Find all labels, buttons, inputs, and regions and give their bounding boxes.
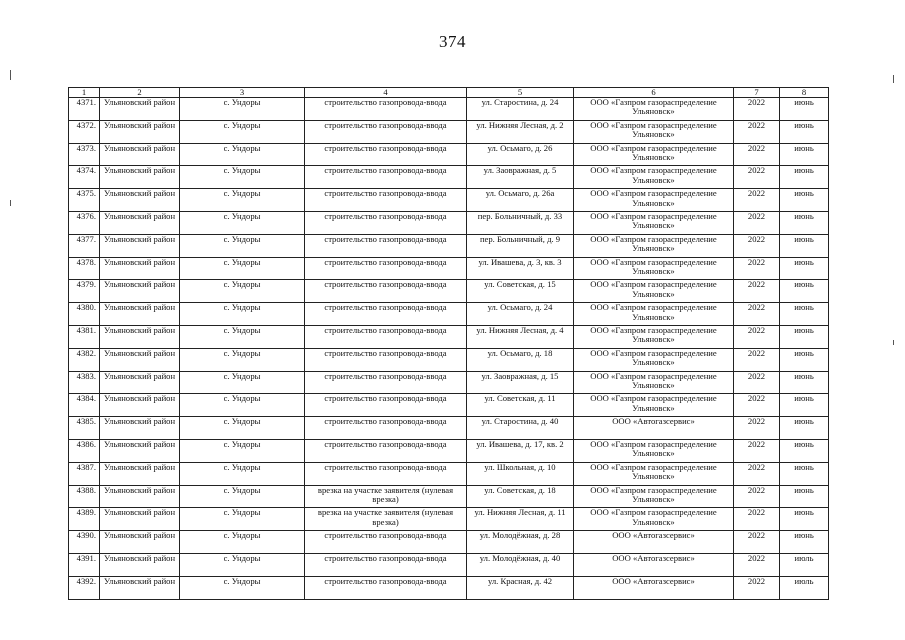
address-cell: пер. Больничный, д. 33 <box>467 211 574 234</box>
header-row <box>69 88 829 98</box>
address-cell: ул. Заовражная, д. 5 <box>467 166 574 189</box>
settlement-cell: с. Ундоры <box>180 257 305 280</box>
year-cell: 2022 <box>734 234 780 257</box>
work-type-cell: строительство газопровода-ввода <box>305 439 467 462</box>
month-cell: июнь <box>780 143 829 166</box>
scan-mark <box>10 200 11 206</box>
month-cell: июнь <box>780 462 829 485</box>
column-header-8: 8 <box>780 88 829 98</box>
table-body <box>69 98 829 600</box>
organization-cell: ООО «Газпром газораспределение Ульяновск» <box>574 439 734 462</box>
month-cell: июнь <box>780 394 829 417</box>
column-header-7: 7 <box>734 88 780 98</box>
table-row <box>69 348 829 371</box>
page-number: 374 <box>439 32 466 51</box>
month-cell: июнь <box>780 120 829 143</box>
table-row <box>69 325 829 348</box>
row-number-cell: 4376. <box>69 211 100 234</box>
year-cell: 2022 <box>734 531 780 554</box>
row-number-cell: 4378. <box>69 257 100 280</box>
table-row <box>69 417 829 440</box>
table-row <box>69 485 829 508</box>
settlement-cell: с. Ундоры <box>180 234 305 257</box>
address-cell: ул. Старостина, д. 40 <box>467 417 574 440</box>
organization-cell: ООО «Газпром газораспределение Ульяновск» <box>574 234 734 257</box>
district-cell: Ульяновский район <box>100 371 180 394</box>
work-type-cell: строительство газопровода-ввода <box>305 166 467 189</box>
district-cell: Ульяновский район <box>100 98 180 121</box>
work-type-cell: строительство газопровода-ввода <box>305 303 467 326</box>
settlement-cell: с. Ундоры <box>180 417 305 440</box>
month-cell: июнь <box>780 508 829 531</box>
row-number-cell: 4372. <box>69 120 100 143</box>
work-type-cell: строительство газопровода-ввода <box>305 280 467 303</box>
settlement-cell: с. Ундоры <box>180 485 305 508</box>
row-number-cell: 4390. <box>69 531 100 554</box>
work-type-cell: строительство газопровода-ввода <box>305 531 467 554</box>
month-cell: июнь <box>780 211 829 234</box>
year-cell: 2022 <box>734 211 780 234</box>
month-cell: июнь <box>780 485 829 508</box>
organization-cell: ООО «Газпром газораспределение Ульяновск» <box>574 280 734 303</box>
month-cell: июнь <box>780 348 829 371</box>
schedule-table <box>68 87 829 600</box>
work-type-cell: строительство газопровода-ввода <box>305 348 467 371</box>
month-cell: июнь <box>780 280 829 303</box>
organization-cell: ООО «Автогазсервис» <box>574 576 734 599</box>
work-type-cell: строительство газопровода-ввода <box>305 576 467 599</box>
district-cell: Ульяновский район <box>100 120 180 143</box>
year-cell: 2022 <box>734 120 780 143</box>
work-type-cell: строительство газопровода-ввода <box>305 143 467 166</box>
row-number-cell: 4375. <box>69 189 100 212</box>
district-cell: Ульяновский район <box>100 143 180 166</box>
settlement-cell: с. Ундоры <box>180 325 305 348</box>
row-number-cell: 4371. <box>69 98 100 121</box>
table-row <box>69 257 829 280</box>
district-cell: Ульяновский район <box>100 417 180 440</box>
row-number-cell: 4379. <box>69 280 100 303</box>
address-cell: ул. Нижняя Лесная, д. 11 <box>467 508 574 531</box>
settlement-cell: с. Ундоры <box>180 531 305 554</box>
settlement-cell: с. Ундоры <box>180 394 305 417</box>
district-cell: Ульяновский район <box>100 553 180 576</box>
year-cell: 2022 <box>734 508 780 531</box>
settlement-cell: с. Ундоры <box>180 211 305 234</box>
address-cell: ул. Нижняя Лесная, д. 4 <box>467 325 574 348</box>
row-number-cell: 4373. <box>69 143 100 166</box>
settlement-cell: с. Ундоры <box>180 303 305 326</box>
district-cell: Ульяновский район <box>100 439 180 462</box>
address-cell: ул. Осьмаго, д. 24 <box>467 303 574 326</box>
address-cell: ул. Осьмаго, д. 26 <box>467 143 574 166</box>
address-cell: ул. Ивашева, д. 17, кв. 2 <box>467 439 574 462</box>
column-header-6: 6 <box>574 88 734 98</box>
work-type-cell: врезка на участке заявителя (нулевая врезка) <box>305 508 467 531</box>
work-type-cell: строительство газопровода-ввода <box>305 371 467 394</box>
organization-cell: ООО «Газпром газораспределение Ульяновск» <box>574 189 734 212</box>
address-cell: ул. Ивашева, д. 3, кв. 3 <box>467 257 574 280</box>
table-row <box>69 211 829 234</box>
organization-cell: ООО «Автогазсервис» <box>574 531 734 554</box>
table-header <box>69 88 829 98</box>
month-cell: июнь <box>780 303 829 326</box>
row-number-cell: 4385. <box>69 417 100 440</box>
settlement-cell: с. Ундоры <box>180 280 305 303</box>
settlement-cell: с. Ундоры <box>180 348 305 371</box>
address-cell: ул. Красная, д. 42 <box>467 576 574 599</box>
district-cell: Ульяновский район <box>100 576 180 599</box>
organization-cell: ООО «Автогазсервис» <box>574 553 734 576</box>
month-cell: июнь <box>780 371 829 394</box>
table-row <box>69 234 829 257</box>
row-number-cell: 4388. <box>69 485 100 508</box>
scan-mark <box>893 340 894 345</box>
row-number-cell: 4383. <box>69 371 100 394</box>
year-cell: 2022 <box>734 417 780 440</box>
organization-cell: ООО «Газпром газораспределение Ульяновск» <box>574 211 734 234</box>
table-row <box>69 553 829 576</box>
row-number-cell: 4374. <box>69 166 100 189</box>
district-cell: Ульяновский район <box>100 189 180 212</box>
organization-cell: ООО «Газпром газораспределение Ульяновск» <box>574 462 734 485</box>
row-number-cell: 4392. <box>69 576 100 599</box>
organization-cell: ООО «Газпром газораспределение Ульяновск» <box>574 325 734 348</box>
table-row <box>69 462 829 485</box>
work-type-cell: строительство газопровода-ввода <box>305 120 467 143</box>
month-cell: июль <box>780 576 829 599</box>
table-row <box>69 394 829 417</box>
address-cell: ул. Школьная, д. 10 <box>467 462 574 485</box>
district-cell: Ульяновский район <box>100 531 180 554</box>
district-cell: Ульяновский район <box>100 485 180 508</box>
row-number-cell: 4384. <box>69 394 100 417</box>
settlement-cell: с. Ундоры <box>180 371 305 394</box>
work-type-cell: строительство газопровода-ввода <box>305 417 467 440</box>
table-row <box>69 189 829 212</box>
year-cell: 2022 <box>734 325 780 348</box>
work-type-cell: строительство газопровода-ввода <box>305 98 467 121</box>
settlement-cell: с. Ундоры <box>180 120 305 143</box>
address-cell: пер. Больничный, д. 9 <box>467 234 574 257</box>
year-cell: 2022 <box>734 553 780 576</box>
table-row <box>69 98 829 121</box>
work-type-cell: строительство газопровода-ввода <box>305 234 467 257</box>
settlement-cell: с. Ундоры <box>180 189 305 212</box>
month-cell: июль <box>780 553 829 576</box>
year-cell: 2022 <box>734 143 780 166</box>
work-type-cell: строительство газопровода-ввода <box>305 553 467 576</box>
district-cell: Ульяновский район <box>100 462 180 485</box>
year-cell: 2022 <box>734 371 780 394</box>
organization-cell: ООО «Газпром газораспределение Ульяновск» <box>574 508 734 531</box>
organization-cell: ООО «Газпром газораспределение Ульяновск» <box>574 348 734 371</box>
month-cell: июнь <box>780 439 829 462</box>
work-type-cell: строительство газопровода-ввода <box>305 394 467 417</box>
district-cell: Ульяновский район <box>100 348 180 371</box>
settlement-cell: с. Ундоры <box>180 553 305 576</box>
column-header-3: 3 <box>180 88 305 98</box>
address-cell: ул. Советская, д. 11 <box>467 394 574 417</box>
district-cell: Ульяновский район <box>100 280 180 303</box>
year-cell: 2022 <box>734 485 780 508</box>
address-cell: ул. Молодёжная, д. 28 <box>467 531 574 554</box>
year-cell: 2022 <box>734 280 780 303</box>
address-cell: ул. Заовражная, д. 15 <box>467 371 574 394</box>
table-row <box>69 303 829 326</box>
month-cell: июнь <box>780 234 829 257</box>
year-cell: 2022 <box>734 348 780 371</box>
settlement-cell: с. Ундоры <box>180 143 305 166</box>
organization-cell: ООО «Газпром газораспределение Ульяновск» <box>574 303 734 326</box>
work-type-cell: строительство газопровода-ввода <box>305 462 467 485</box>
organization-cell: ООО «Газпром газораспределение Ульяновск» <box>574 166 734 189</box>
district-cell: Ульяновский район <box>100 394 180 417</box>
organization-cell: ООО «Автогазсервис» <box>574 417 734 440</box>
column-header-4: 4 <box>305 88 467 98</box>
work-type-cell: строительство газопровода-ввода <box>305 211 467 234</box>
work-type-cell: строительство газопровода-ввода <box>305 325 467 348</box>
row-number-cell: 4380. <box>69 303 100 326</box>
row-number-cell: 4391. <box>69 553 100 576</box>
table-row <box>69 439 829 462</box>
settlement-cell: с. Ундоры <box>180 166 305 189</box>
district-cell: Ульяновский район <box>100 508 180 531</box>
year-cell: 2022 <box>734 303 780 326</box>
table-row <box>69 531 829 554</box>
column-header-5: 5 <box>467 88 574 98</box>
district-cell: Ульяновский район <box>100 211 180 234</box>
organization-cell: ООО «Газпром газораспределение Ульяновск» <box>574 257 734 280</box>
organization-cell: ООО «Газпром газораспределение Ульяновск» <box>574 143 734 166</box>
schedule-table-container <box>68 87 828 600</box>
year-cell: 2022 <box>734 189 780 212</box>
year-cell: 2022 <box>734 439 780 462</box>
scan-mark <box>893 75 894 83</box>
year-cell: 2022 <box>734 98 780 121</box>
month-cell: июнь <box>780 417 829 440</box>
organization-cell: ООО «Газпром газораспределение Ульяновск» <box>574 120 734 143</box>
table-row <box>69 576 829 599</box>
settlement-cell: с. Ундоры <box>180 508 305 531</box>
organization-cell: ООО «Газпром газораспределение Ульяновск» <box>574 394 734 417</box>
year-cell: 2022 <box>734 462 780 485</box>
table-row <box>69 371 829 394</box>
organization-cell: ООО «Газпром газораспределение Ульяновск» <box>574 98 734 121</box>
row-number-cell: 4377. <box>69 234 100 257</box>
address-cell: ул. Советская, д. 18 <box>467 485 574 508</box>
month-cell: июнь <box>780 189 829 212</box>
district-cell: Ульяновский район <box>100 325 180 348</box>
year-cell: 2022 <box>734 257 780 280</box>
address-cell: ул. Старостина, д. 24 <box>467 98 574 121</box>
column-header-2: 2 <box>100 88 180 98</box>
settlement-cell: с. Ундоры <box>180 98 305 121</box>
work-type-cell: строительство газопровода-ввода <box>305 257 467 280</box>
table-row <box>69 508 829 531</box>
table-row <box>69 120 829 143</box>
work-type-cell: врезка на участке заявителя (нулевая врезка) <box>305 485 467 508</box>
row-number-cell: 4381. <box>69 325 100 348</box>
row-number-cell: 4386. <box>69 439 100 462</box>
scan-mark <box>10 70 11 80</box>
organization-cell: ООО «Газпром газораспределение Ульяновск» <box>574 485 734 508</box>
district-cell: Ульяновский район <box>100 234 180 257</box>
year-cell: 2022 <box>734 576 780 599</box>
address-cell: ул. Нижняя Лесная, д. 2 <box>467 120 574 143</box>
year-cell: 2022 <box>734 166 780 189</box>
settlement-cell: с. Ундоры <box>180 576 305 599</box>
settlement-cell: с. Ундоры <box>180 462 305 485</box>
address-cell: ул. Осьмаго, д. 26а <box>467 189 574 212</box>
year-cell: 2022 <box>734 394 780 417</box>
district-cell: Ульяновский район <box>100 257 180 280</box>
address-cell: ул. Осьмаго, д. 18 <box>467 348 574 371</box>
district-cell: Ульяновский район <box>100 166 180 189</box>
month-cell: июнь <box>780 166 829 189</box>
month-cell: июнь <box>780 98 829 121</box>
address-cell: ул. Молодёжная, д. 40 <box>467 553 574 576</box>
table-row <box>69 166 829 189</box>
table-row <box>69 280 829 303</box>
month-cell: июнь <box>780 325 829 348</box>
row-number-cell: 4387. <box>69 462 100 485</box>
address-cell: ул. Советская, д. 15 <box>467 280 574 303</box>
row-number-cell: 4382. <box>69 348 100 371</box>
settlement-cell: с. Ундоры <box>180 439 305 462</box>
month-cell: июнь <box>780 531 829 554</box>
table-row <box>69 143 829 166</box>
column-header-1: 1 <box>69 88 100 98</box>
row-number-cell: 4389. <box>69 508 100 531</box>
month-cell: июнь <box>780 257 829 280</box>
work-type-cell: строительство газопровода-ввода <box>305 189 467 212</box>
organization-cell: ООО «Газпром газораспределение Ульяновск» <box>574 371 734 394</box>
district-cell: Ульяновский район <box>100 303 180 326</box>
